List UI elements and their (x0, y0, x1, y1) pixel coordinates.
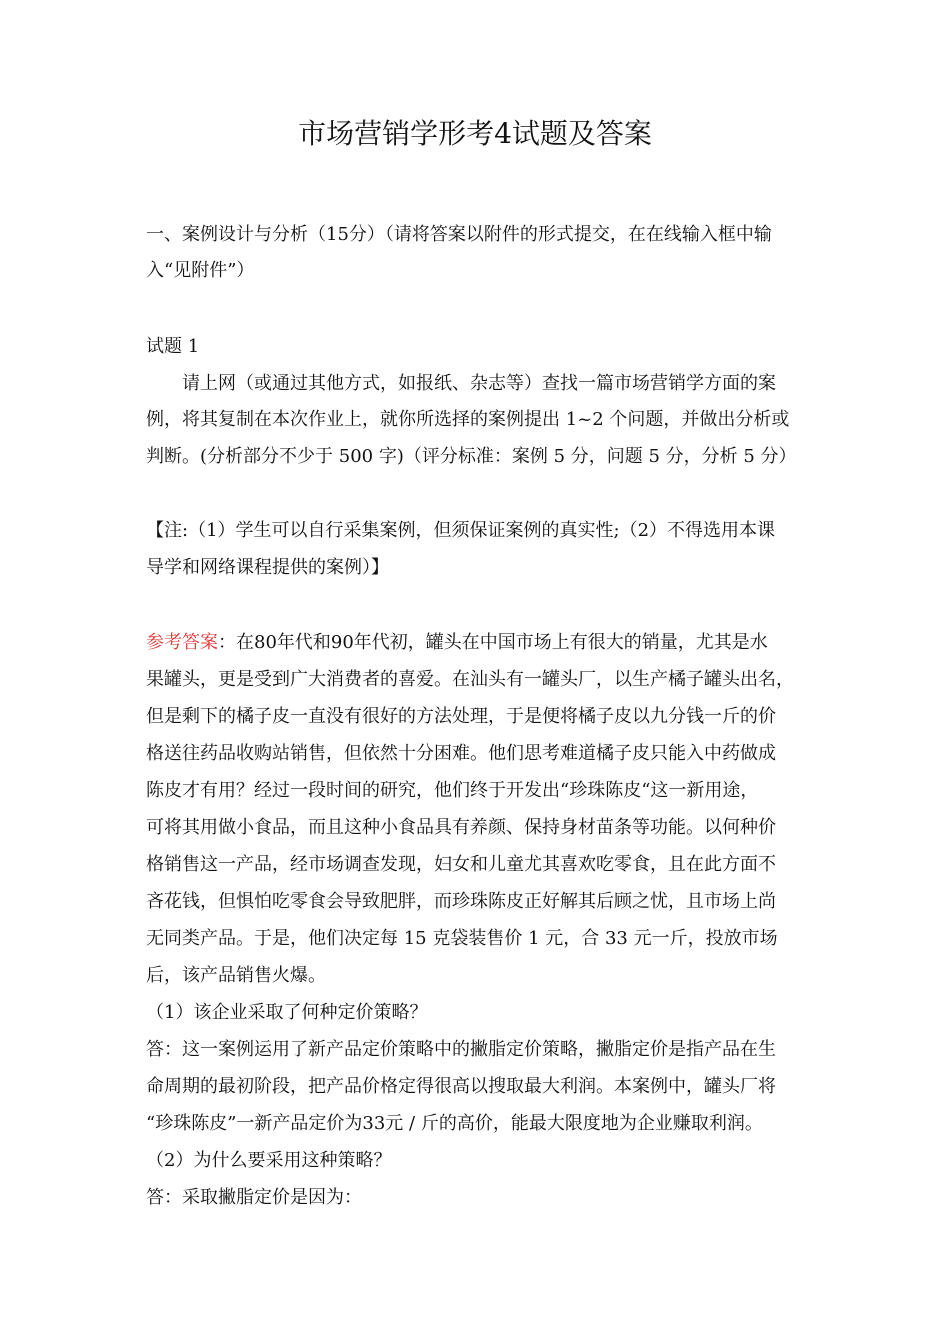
note-line: 【注:（1）学生可以自行采集案例，但须保证案例的真实性;（2）不得选用本课 (146, 520, 776, 541)
section-heading-line-2: 入“见附件”） (146, 260, 255, 281)
sub-answer-2-line: 答：采取撇脂定价是因为： (146, 1187, 362, 1208)
sub-answer-1-line: “珍珠陈皮”一新产品定价为33元 / 斤的高价，能最大限度地为企业赚取利润。 (146, 1113, 763, 1134)
note-line: 导学和网络课程提供的案例）】 (146, 557, 389, 578)
answer-text-line: 果罐头，更是受到广大消费者的喜爱。在汕头有一罐头厂，以生产橘子罐头出名， (146, 669, 794, 690)
answer-first-line (146, 630, 806, 656)
answer-label: 参考答案 (146, 632, 218, 653)
section-heading-line-1: 一、案例设计与分析（15分）（请将答案以附件的形式提交，在在线输入框中输 (146, 224, 772, 245)
question-text-line: 判断。(分析部分不少于 500 字)（评分标准：案例 5 分，问题 5 分，分析 5 分） (146, 446, 797, 467)
answer-text-line: 陈皮才有用？经过一段时间的研究，他们终于开发出“珍珠陈皮“这一新用途， (146, 780, 759, 801)
sub-answer-1-line: 答：这一案例运用了新产品定价策略中的撇脂定价策略，撇脂定价是指产品在生 (146, 1039, 776, 1060)
answer-text: ：在80年代和90年代初，罐头在中国市场上有很大的销量，尤其是水 (218, 632, 768, 653)
sub-question-1: （1）该企业采取了何种定价策略？ (146, 1002, 428, 1023)
sub-question-2: （2）为什么要采用这种策略？ (146, 1150, 392, 1171)
answer-text-line: 后，该产品销售火爆。 (146, 965, 326, 986)
question-text-line: 请上网（或通过其他方式，如报纸、杂志等）查找一篇市场营销学方面的案 (182, 373, 776, 394)
answer-text-line: 格送往药品收购站销售，但依然十分困难。他们思考难道橘子皮只能入中药做成 (146, 743, 776, 764)
question-label: 试题 1 (146, 336, 200, 357)
question-text-line: 例，将其复制在本次作业上，就你所选择的案例提出 1~2 个问题，并做出分析或 (146, 409, 790, 430)
answer-text-line: 可将其用做小食品，而且这种小食品具有养颜、保持身材苗条等功能。以何种价 (146, 817, 776, 838)
document-title: 市场营销学形考4试题及答案 (298, 117, 652, 150)
answer-text-line: 但是剩下的橘子皮一直没有很好的方法处理，于是便将橘子皮以九分钱一斤的价 (146, 706, 776, 727)
answer-text-line: 无同类产品。于是，他们决定每 15 克袋装售价 1 元，合 33 元一斤，投放市场 (146, 928, 778, 949)
sub-answer-1-line: 命周期的最初阶段，把产品价格定得很高以搜取最大利润。本案例中，罐头厂将 (146, 1076, 776, 1097)
answer-text-line: 吝花钱，但惧怕吃零食会导致肥胖，而珍珠陈皮正好解其后顾之忧，且市场上尚 (146, 891, 776, 912)
answer-text-line: 格销售这一产品，经市场调查发现，妇女和儿童尤其喜欢吃零食，且在此方面不 (146, 854, 776, 875)
